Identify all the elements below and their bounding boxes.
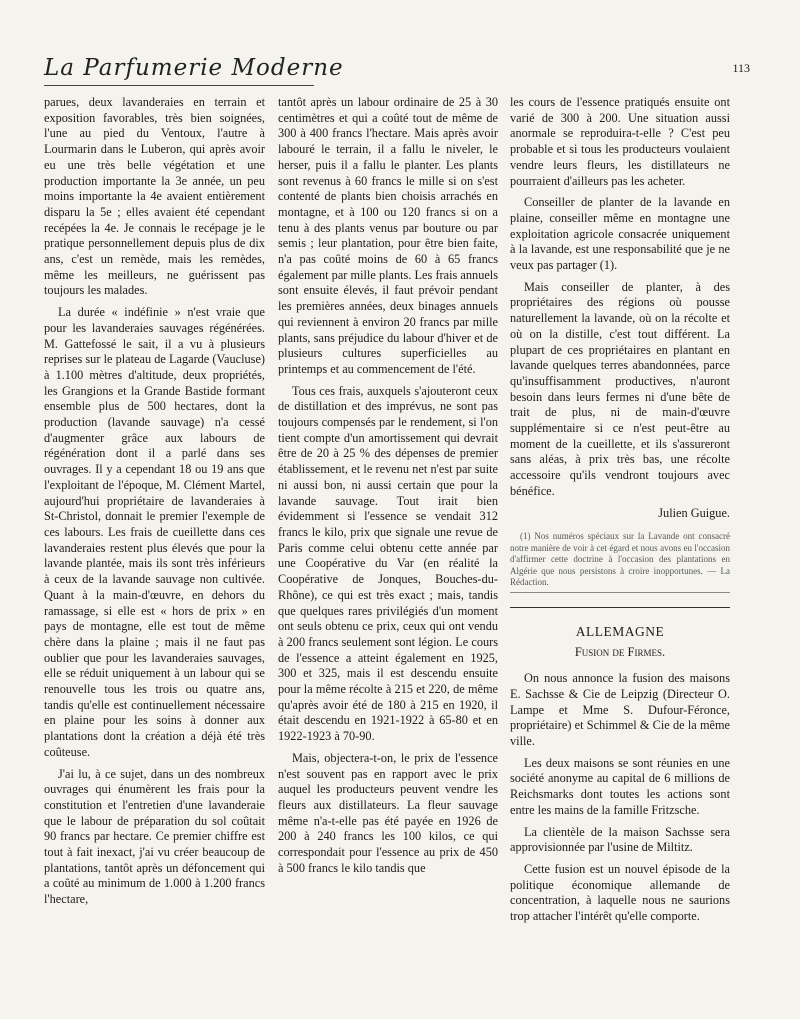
section-subtitle: Fusion de Firmes. <box>574 645 666 660</box>
paragraph: Conseiller de planter de la lavande en plaine, conseiller même en montagne une exploitation agricole consacrée uniquement à la lavande, est une responsabilité que je ne veux pas partager (1). <box>510 195 730 273</box>
section-paragraph: Les deux maisons se sont réunies en une société anonyme au capital de 6 millions de Reichsmarks dont toutes les actions sont entre les mains de la famille Fritzsche. <box>510 755 730 817</box>
section-paragraph: On nous annonce la fusion des maisons E. Sachsse & Cie de Leipzig (Directeur O. Lampe et Mme S. Dufour-Féronce, propriétaire) et Schimmel & Cie de la même ville. <box>510 671 730 748</box>
paragraph: Tous ces frais, auxquels s'ajouteront ceux de distillation et des imprévus, ne sont pas toujours compensés par le rendement, si l'on tient compte d'un amortissement qui devrait être de 20 à 25 % des dépenses de premier établissement, et le revenu net n'est par suite ni aussi bon, ni aussi certain que pour la lavande sauvage. Tout irait bien évidemment si l'essence se vendait 312 francs le kilo, prix que signale une revue de Paris comme celui obtenu cette année par une Coopérative du Var (en réalité la Coopérative de Jonques, Bouches-du-Rhône), ce qui est très exact ; mais, tandis que quelques rares privilégiés d'un moment ont seuls obtenu ce prix, ceux qui ont vendu à 200 francs seulement sont légion. Le cours de l'essence a atteint également en 1925, 300 et 325, mais il est descendu ensuite pour la même récolte à 215 et 220, de même qu'après avoir été de 180 à 215 en 1920, il était descendu en 1921-1922 à 65-80 et en 1922-1923 à 70-90. <box>278 383 498 744</box>
section-title: ALLEMAGNE <box>575 623 665 639</box>
footnote-text: (1) Nos numéros spéciaux sur la Lavande ont consacré notre manière de voir à cet égard et nous avons eu l'occasion d'affirmer cette doctrine à l'occasion des plantations en Algérie que nous persistons à croire inopportunes. — La Rédaction. <box>510 531 730 588</box>
page-number: 113 <box>732 61 750 75</box>
section-paragraph: La clientèle de la maison Sachsse sera approvisionnée par l'usine de Miltitz. <box>510 824 730 855</box>
paragraph: Mais, objectera-t-on, le prix de l'essence n'est souvent pas en rapport avec le prix auquel les producteurs peuvent vendre les fleurs aux distillateurs. La fleur sauvage même n'a-t-elle pas été payée en 1926 de 200 à 240 francs les 100 kilos, ce qui correspondait pour l'essence au prix de 450 à 500 francs le kilo tandis que <box>278 750 498 875</box>
column-2 <box>278 95 498 882</box>
paragraph: J'ai lu, à ce sujet, dans un des nombreux ouvrages qui énumèrent les frais pour la constitution et l'entretien d'une lavanderaie que le labour de préparation du sol coûtait 90 francs par hectare. Ce premier chiffre est tout à fait inexact, j'ai vu créer beaucoup de plantations, tantôt après un défoncement qui a coûté au minimum de 1.000 à 1.200 francs l'hectare, <box>44 766 265 907</box>
section-paragraph: Cette fusion est un nouvel épisode de la politique économique allemande de concentration, à laquelle nous ne saurions trop attacher l'intérêt qu'elle comporte. <box>510 861 730 924</box>
paragraph: les cours de l'essence pratiqués ensuite ont varié de 300 à 200. Une situation aussi anormale se reproduira-t-elle ? C'est peu probable et si tous les producteurs voulaient vendre leurs fleurs, les distillateurs ne pourraient d'ailleurs pas les acheter. <box>510 95 730 188</box>
author-signature: Julien Guigue. <box>658 505 730 520</box>
section-divider <box>510 607 730 608</box>
paragraph: parues, deux lavanderaies en terrain et exposition favorables, très bien soignées, l'une au pied du Ventoux, l'autre à Lourmarin dans le Luberon, qui après avoir eu une très belle végétation et une production importante la 3e année, un peu moins importante la 4e avaient entièrement disparu la 5e ; elles avaient été cependant recépées la 4e. Je connais le recépage je le pratique personnellement depuis plus de dix ans, c'est un remède, mais les remèdes, même les meilleurs, ne guérissent pas toujours les malades. <box>44 95 265 298</box>
paragraph: La durée « indéfinie » n'est vraie que pour les lavanderaies sauvages régénérées. M. Gattefossé le sait, il a vu à plusieurs reprises sur le plateau de Lagarde (Vaucluse) à 1.100 mètres d'altitude, deux propriétés, les Grangions et la Grande Bastide formant ensemble plus de 500 hectares, dont la production (lavande sauvage) n'a cessé d'augmenter grâce aux labours de régénération dont il a parlé dans ses ouvrages. Il y a cependant 18 ou 19 ans que l'exploitant de l'époque, M. Clément Martel, aujourd'hui propriétaire de lavanderaies à St-Christol, donnait le premier l'exemple de ces labours. Les frais de cueillette dans ces lavanderaies restent plus élevés que pour la lavande plantée, mais ils sont très inférieurs à ceux de la lavande sauvage non cultivée. Quant à la main-d'œuvre, en dehors du ramassage, si elle est « hors de prix » en pays de montagne, elle est tout de même chère dans la plaine ; mais il ne faut pas oublier que pour les lavanderaies sauvages, elle se réduit uniquement à un labour qui se renouvelle tous les trois ou quatre ans, tandis qu'elle est continuellement nécessaire en plaine pour les soins à donner aux plantations dont la création a déjà été très coûteuse. <box>44 305 265 759</box>
header-rule <box>44 85 314 89</box>
editorial-footnote <box>510 529 730 593</box>
paragraph: tantôt après un labour ordinaire de 25 à 30 centimètres et qui a coûté tout de même de 300 à 400 francs l'hectare. Mais après avoir labouré le terrain, il a fallu le niveler, le herser, puis il a fallu le planter. Les plants sont revenus à 60 francs le mille si on s'est contenté de plants bien choisis arrachés en montagne, et à 100 ou 120 francs si on a tenu à des plants venus par bouture ou par semis ; leur plantation, pour être bien faite, n'a pas coûté moins de 60 à 65 francs également par mille plants. Les frais annuels sont ensuite élevés, il faut prévoir pendant les premières années, deux binages annuels qui reviennent à environ 20 francs par mille plants, sans préjudice du labour d'hiver et de plusieurs cultures superficielles au printemps et au commencement de l'été. <box>278 95 498 376</box>
masthead-title: La Parfumerie Moderne <box>44 55 344 81</box>
column-1 <box>44 95 265 914</box>
paragraph: Mais conseiller de planter, à des propriétaires des régions où pousse naturellement la lavande, où on la récolte et où on la distille, c'est tout différent. La plupart de ces propriétaires en plantant en lavande quelques terres abandonnées, parce qu'insuffisamment productives, n'auront besoin dans leurs fermes ni d'une bête de trait de plus, ni de main-d'œuvre supplémentaire si ce n'est peut-être au moment de la cueillette, et ils s'assureront sans aléas, à prix très bas, une récolte accessoire qu'ils vendront toujours avec bénéfice. <box>510 279 730 498</box>
page-header <box>44 55 756 89</box>
column-3 <box>510 95 730 931</box>
